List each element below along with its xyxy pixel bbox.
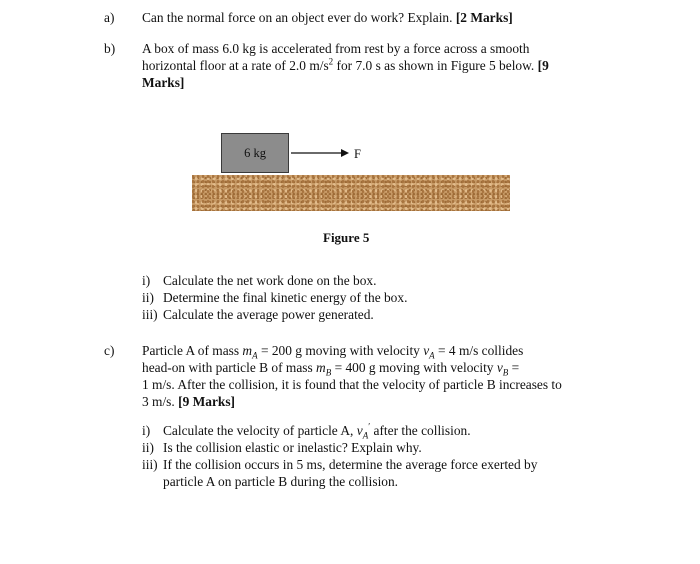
question-c-line3: 1 m/s. After the collision, it is found that the velocity of particle B increases to: [142, 377, 562, 392]
figure-caption: Figure 5: [323, 230, 370, 245]
question-b-label: b): [104, 41, 116, 56]
question-b-sub-ii: ii) Determine the final kinetic energy of the box.: [142, 290, 408, 305]
question-c-sub-i: i) Calculate the velocity of particle A, $v_A'$ after the collision.: [142, 421, 471, 441]
question-b-marks-cont: Marks]: [142, 75, 185, 90]
box-6kg: [221, 133, 289, 173]
question-b-marks: [9: [537, 58, 549, 73]
question-c-sub-iii: iii) If the collision occurs in 5 ms, determine the average force exerted by: [142, 457, 538, 472]
question-b-line2: horizontal floor at a rate of 2.0 $m/s^2$ for 7.0 s as shown in Figure 5 below. [9: [142, 56, 549, 73]
question-a: [104, 9, 664, 26]
question-a-label: a): [104, 10, 115, 25]
question-c-marks: [9 Marks]: [178, 394, 236, 409]
question-b-sub-iii: iii) Calculate the average power generated.: [142, 307, 374, 322]
question-a-marks: [2 Marks]: [455, 10, 513, 25]
question-b-subquestions: [142, 272, 407, 323]
figure-5: [192, 133, 512, 213]
question-c-sub-ii: ii) Is the collision elastic or inelastic? Explain why.: [142, 440, 422, 455]
question-c-line4: 3 m/s. [9 Marks]: [142, 394, 236, 409]
question-c-sub-iii-cont: particle A on particle B during the collision.: [163, 474, 399, 489]
question-b: [104, 40, 574, 91]
question-a-text: Can the normal force on an object ever do work? Explain.: [142, 10, 453, 25]
question-c: [104, 342, 604, 410]
question-b-sub-i: i) Calculate the net work done on the box.: [142, 273, 377, 288]
question-c-line1: c) Particle A of mass $m_A = 200$ g moving with velocity $v_A = 4$ m/s collides: [104, 343, 524, 361]
question-b-line1: A box of mass 6.0 kg is accelerated from rest by a force across a smooth: [142, 41, 530, 56]
box-label: 6 kg: [244, 145, 266, 160]
rough-floor: [192, 175, 510, 211]
force-label: F: [354, 147, 361, 161]
question-c-line2: head-on with particle B of mass $m_B = 400$ g moving with velocity $v_B$ =: [142, 360, 520, 378]
question-c-subquestions: [142, 422, 537, 490]
force-arrow-icon: [291, 146, 351, 160]
